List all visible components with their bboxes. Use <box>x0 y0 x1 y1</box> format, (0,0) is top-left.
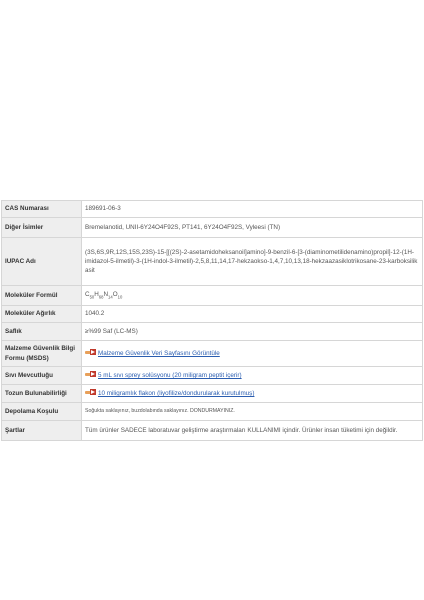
storage-label: Depolama Koşulu <box>2 403 82 421</box>
table-row <box>2 201 423 218</box>
formula-n: N <box>103 291 109 299</box>
table-row <box>2 323 423 341</box>
table-row <box>2 341 423 367</box>
iupac-value: (3S,6S,9R,12S,15S,23S)-15-[[(2S)-2-asetamidoheksanoil]amino]-9-benzil-6-[3-(diaminometilidenamino)propil]-12-(1H-imidazol-5-ilmetil)-3-(1H-indol-3-ilmetil)-2,5,8,11,14,17-hekzaokso-1,4,7,10,13,18-hekzaazasiklotrikosane-23-karboksilik asit <box>82 238 423 286</box>
formula-o: O <box>112 291 118 299</box>
weight-value: 1040.2 <box>82 306 423 323</box>
other-names-label: Diğer İsimler <box>2 218 82 238</box>
msds-link[interactable]: Malzeme Güvenlik Veri Sayfasını Görüntüle <box>98 350 220 358</box>
formula-c: C <box>85 291 90 299</box>
formula-c-count: 50 <box>89 294 95 300</box>
table-row <box>2 421 423 441</box>
download-hand-icon <box>85 388 97 396</box>
table-row <box>2 385 423 403</box>
table-row <box>2 238 423 286</box>
download-hand-icon <box>85 370 97 378</box>
terms-value: Tüm ürünler SADECE laboratuvar geliştirme araştırmaları KULLANIMI içindir. Ürünler insan tüketimi için değildir. <box>82 421 423 441</box>
formula-label: Moleküler Formül <box>2 286 82 306</box>
table-row <box>2 367 423 385</box>
table-row <box>2 306 423 323</box>
download-hand-icon <box>85 348 97 356</box>
storage-value: Soğukta saklayınız, buzdolabında saklayınız. DONDURMAYINIZ. <box>82 403 423 421</box>
purity-value: ≥%99 Saf (LC-MS) <box>82 323 423 341</box>
powder-label: Tozun Bulunabilirliği <box>2 385 82 403</box>
liquid-cell <box>82 367 423 385</box>
formula-h: H <box>94 291 99 299</box>
cas-label: CAS Numarası <box>2 201 82 218</box>
purity-label: Saflık <box>2 323 82 341</box>
formula-value <box>82 286 423 306</box>
table-row <box>2 218 423 238</box>
powder-cell <box>82 385 423 403</box>
iupac-label: IUPAC Adı <box>2 238 82 286</box>
weight-label: Moleküler Ağırlık <box>2 306 82 323</box>
msds-cell <box>82 341 423 367</box>
table-row <box>2 286 423 306</box>
product-spec-section <box>0 200 424 441</box>
cas-value: 189691-06-3 <box>82 201 423 218</box>
liquid-label: Sıvı Mevcutluğu <box>2 367 82 385</box>
table-row <box>2 403 423 421</box>
formula-n-count: 14 <box>108 294 113 300</box>
product-spec-table <box>1 200 423 441</box>
terms-label: Şartlar <box>2 421 82 441</box>
formula-h-count: 68 <box>98 294 104 300</box>
other-names-value: Bremelanotid, UNII-6Y24O4F92S, PT141, 6Y24O4F92S, Vyleesi (TN) <box>82 218 423 238</box>
msds-label: Malzeme Güvenlik Bilgi Formu (MSDS) <box>2 341 82 367</box>
formula-o-count: 10 <box>117 294 123 300</box>
liquid-link[interactable]: 5 mL sıvı sprey solüsyonu (20 miligram peptit içerir) <box>98 372 242 380</box>
powder-link[interactable]: 10 miligramlık flakon (liyofilize/dondurularak kurutulmuş) <box>98 390 255 398</box>
